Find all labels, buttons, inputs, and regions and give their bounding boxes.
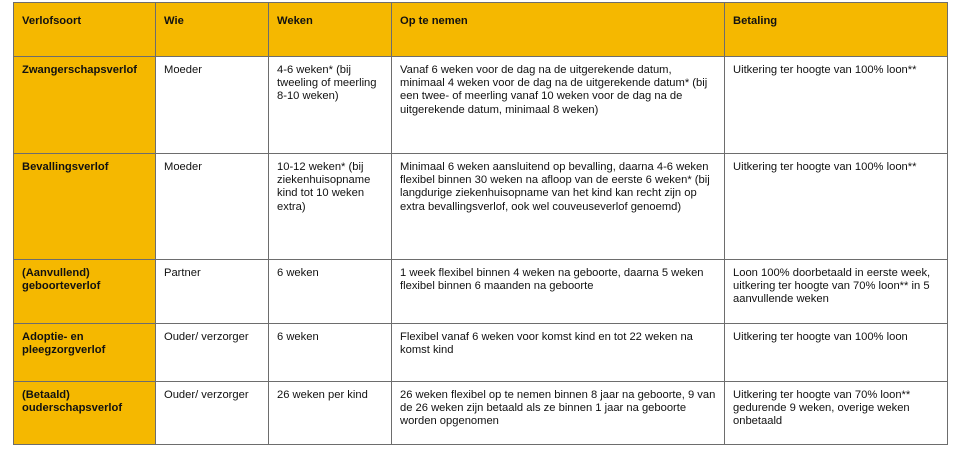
- cell-weken: 6 weken: [269, 324, 392, 382]
- cell-verlofsoort: Zwangerschapsverlof: [14, 57, 156, 154]
- cell-betaling: Loon 100% doorbetaald in eerste week, uitkering ter hoogte van 70% loon** in 5 aanvullende weken: [725, 260, 948, 324]
- cell-weken: 6 weken: [269, 260, 392, 324]
- cell-betaling: Uitkering ter hoogte van 100% loon**: [725, 154, 948, 260]
- cell-op-te-nemen: Minimaal 6 weken aansluitend op bevalling, daarna 4-6 weken flexibel binnen 30 weken na afloop van de eerste 6 weken* (bij langdurige ziekenhuisopname van het kind kan recht zijn op extra bevallingsverlof, ook wel couveuseverlof genoemd): [392, 154, 725, 260]
- cell-verlofsoort: Adoptie- en pleegzorgverlof: [14, 324, 156, 382]
- cell-op-te-nemen: Vanaf 6 weken voor de dag na de uitgerekende datum, minimaal 4 weken voor de dag na de uitgerekende datum* (bij een twee- of meerling vanaf 10 weken voor de dag na de uitgerekende datum, minimaal 8 weken): [392, 57, 725, 154]
- cell-weken: 26 weken per kind: [269, 382, 392, 445]
- cell-verlofsoort: (Betaald) ouderschapsverlof: [14, 382, 156, 445]
- table-row: [14, 57, 948, 154]
- leave-table: [13, 2, 948, 445]
- cell-verlofsoort: Bevallingsverlof: [14, 154, 156, 260]
- cell-wie: Ouder/ verzorger: [156, 382, 269, 445]
- cell-betaling: Uitkering ter hoogte van 100% loon**: [725, 57, 948, 154]
- table-row: [14, 382, 948, 445]
- header-op-te-nemen: Op te nemen: [392, 3, 725, 57]
- cell-op-te-nemen: 1 week flexibel binnen 4 weken na geboorte, daarna 5 weken flexibel binnen 6 maanden na geboorte: [392, 260, 725, 324]
- cell-wie: Moeder: [156, 154, 269, 260]
- table-row: [14, 260, 948, 324]
- header-betaling: Betaling: [725, 3, 948, 57]
- cell-op-te-nemen: 26 weken flexibel op te nemen binnen 8 jaar na geboorte, 9 van de 26 weken zijn betaald als ze binnen 1 jaar na geboorte worden opgenomen: [392, 382, 725, 445]
- cell-weken: 10-12 weken* (bij ziekenhuisopname kind tot 10 weken extra): [269, 154, 392, 260]
- header-verlofsoort: Verlofsoort: [14, 3, 156, 57]
- header-row: [14, 3, 948, 57]
- cell-wie: Partner: [156, 260, 269, 324]
- cell-betaling: Uitkering ter hoogte van 70% loon** gedurende 9 weken, overige weken onbetaald: [725, 382, 948, 445]
- cell-wie: Ouder/ verzorger: [156, 324, 269, 382]
- cell-verlofsoort: (Aanvullend) geboorteverlof: [14, 260, 156, 324]
- cell-op-te-nemen: Flexibel vanaf 6 weken voor komst kind en tot 22 weken na komst kind: [392, 324, 725, 382]
- table-row: [14, 324, 948, 382]
- header-weken: Weken: [269, 3, 392, 57]
- cell-weken: 4-6 weken* (bij tweeling of meerling 8-10 weken): [269, 57, 392, 154]
- header-wie: Wie: [156, 3, 269, 57]
- cell-wie: Moeder: [156, 57, 269, 154]
- cell-betaling: Uitkering ter hoogte van 100% loon: [725, 324, 948, 382]
- table-row: [14, 154, 948, 260]
